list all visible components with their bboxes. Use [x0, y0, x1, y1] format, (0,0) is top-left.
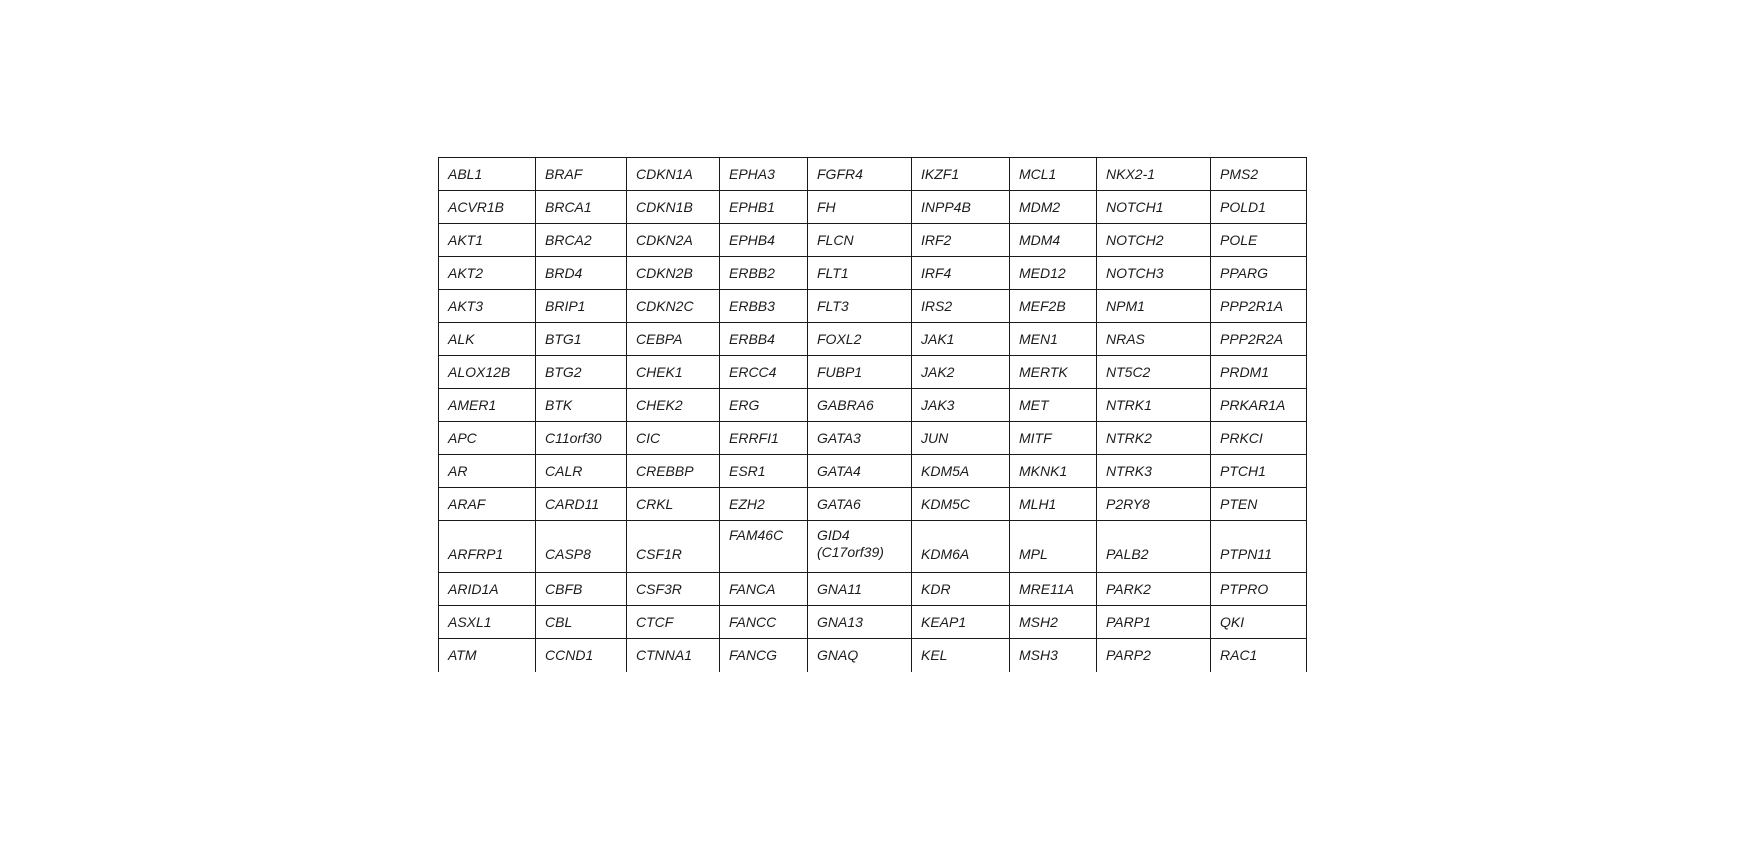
gene-cell: CDKN2C — [627, 290, 720, 323]
gene-cell: ERG — [720, 389, 808, 422]
table-row — [439, 356, 1307, 389]
gene-cell: RAC1 — [1211, 639, 1307, 672]
gene-cell: PTCH1 — [1211, 455, 1307, 488]
table-row — [439, 455, 1307, 488]
gene-cell-line: GID4 — [817, 527, 850, 543]
gene-cell: JAK2 — [912, 356, 1010, 389]
gene-cell: GNA11 — [808, 573, 912, 606]
gene-cell: MERTK — [1010, 356, 1097, 389]
gene-cell: EPHB1 — [720, 191, 808, 224]
gene-cell: PARK2 — [1097, 573, 1211, 606]
gene-cell: NRAS — [1097, 323, 1211, 356]
gene-cell: NKX2-1 — [1097, 158, 1211, 191]
gene-cell: BRCA2 — [536, 224, 627, 257]
gene-cell: NOTCH1 — [1097, 191, 1211, 224]
gene-cell: CSF3R — [627, 573, 720, 606]
gene-cell: MSH3 — [1010, 639, 1097, 672]
gene-cell: NOTCH2 — [1097, 224, 1211, 257]
table-row — [439, 606, 1307, 639]
gene-cell: NTRK1 — [1097, 389, 1211, 422]
gene-cell: CDKN1B — [627, 191, 720, 224]
gene-cell: CREBBP — [627, 455, 720, 488]
gene-cell: ATM — [439, 639, 536, 672]
gene-cell: ASXL1 — [439, 606, 536, 639]
gene-cell: INPP4B — [912, 191, 1010, 224]
table-row — [439, 639, 1307, 672]
gene-cell: AMER1 — [439, 389, 536, 422]
gene-cell: NTRK2 — [1097, 422, 1211, 455]
gene-cell: KDM5A — [912, 455, 1010, 488]
gene-cell: IRF2 — [912, 224, 1010, 257]
gene-cell: NT5C2 — [1097, 356, 1211, 389]
gene-cell: GATA3 — [808, 422, 912, 455]
gene-cell: MDM4 — [1010, 224, 1097, 257]
gene-cell: MRE11A — [1010, 573, 1097, 606]
gene-cell: PRDM1 — [1211, 356, 1307, 389]
gene-cell: CSF1R — [627, 521, 720, 573]
gene-cell: CEBPA — [627, 323, 720, 356]
gene-cell: MKNK1 — [1010, 455, 1097, 488]
gene-cell: AKT2 — [439, 257, 536, 290]
gene-cell: MSH2 — [1010, 606, 1097, 639]
table-row — [439, 257, 1307, 290]
gene-cell: PRKCI — [1211, 422, 1307, 455]
gene-cell: FANCC — [720, 606, 808, 639]
gene-cell: MEN1 — [1010, 323, 1097, 356]
gene-cell: FGFR4 — [808, 158, 912, 191]
gene-cell: BTG1 — [536, 323, 627, 356]
gene-cell: ARID1A — [439, 573, 536, 606]
gene-cell: CDKN2B — [627, 257, 720, 290]
gene-cell: MEF2B — [1010, 290, 1097, 323]
gene-cell: MCL1 — [1010, 158, 1097, 191]
gene-cell: FANCA — [720, 573, 808, 606]
gene-cell: CASP8 — [536, 521, 627, 573]
gene-cell: C11orf30 — [536, 422, 627, 455]
gene-cell: FAM46C — [720, 521, 808, 573]
gene-table-body — [439, 158, 1307, 672]
gene-cell: PARP1 — [1097, 606, 1211, 639]
gene-cell: CDKN1A — [627, 158, 720, 191]
gene-cell: FLCN — [808, 224, 912, 257]
gene-cell: EPHA3 — [720, 158, 808, 191]
gene-cell: KDM6A — [912, 521, 1010, 573]
table-row — [439, 488, 1307, 521]
gene-cell: QKI — [1211, 606, 1307, 639]
gene-cell: PPP2R2A — [1211, 323, 1307, 356]
gene-cell: ABL1 — [439, 158, 536, 191]
gene-cell: FUBP1 — [808, 356, 912, 389]
gene-cell: JAK1 — [912, 323, 1010, 356]
gene-cell: CDKN2A — [627, 224, 720, 257]
gene-cell: CIC — [627, 422, 720, 455]
gene-cell: JAK3 — [912, 389, 1010, 422]
gene-cell: POLE — [1211, 224, 1307, 257]
gene-cell: CBL — [536, 606, 627, 639]
gene-cell: CHEK2 — [627, 389, 720, 422]
gene-cell: PALB2 — [1097, 521, 1211, 573]
gene-cell: P2RY8 — [1097, 488, 1211, 521]
gene-cell: BRAF — [536, 158, 627, 191]
gene-cell: GATA6 — [808, 488, 912, 521]
gene-cell: PPARG — [1211, 257, 1307, 290]
gene-cell: FH — [808, 191, 912, 224]
gene-cell: AKT3 — [439, 290, 536, 323]
gene-cell: BTK — [536, 389, 627, 422]
table-row — [439, 290, 1307, 323]
gene-cell: PTPN11 — [1211, 521, 1307, 573]
gene-cell: BTG2 — [536, 356, 627, 389]
gene-cell: FOXL2 — [808, 323, 912, 356]
gene-cell: MITF — [1010, 422, 1097, 455]
gene-cell: MPL — [1010, 521, 1097, 573]
gene-cell: POLD1 — [1211, 191, 1307, 224]
gene-cell: CHEK1 — [627, 356, 720, 389]
gene-cell: MDM2 — [1010, 191, 1097, 224]
gene-cell: PTEN — [1211, 488, 1307, 521]
gene-cell: KEL — [912, 639, 1010, 672]
gene-cell: PMS2 — [1211, 158, 1307, 191]
gene-cell: GABRA6 — [808, 389, 912, 422]
gene-cell: CARD11 — [536, 488, 627, 521]
gene-cell: CRKL — [627, 488, 720, 521]
gene-cell: NPM1 — [1097, 290, 1211, 323]
gene-cell: ERBB4 — [720, 323, 808, 356]
gene-cell: ERBB3 — [720, 290, 808, 323]
gene-cell: PARP2 — [1097, 639, 1211, 672]
table-row — [439, 224, 1307, 257]
gene-cell: ERBB2 — [720, 257, 808, 290]
gene-cell: CTCF — [627, 606, 720, 639]
gene-cell: FLT1 — [808, 257, 912, 290]
table-row — [439, 422, 1307, 455]
gene-cell: ACVR1B — [439, 191, 536, 224]
gene-cell: GNAQ — [808, 639, 912, 672]
gene-cell: BRD4 — [536, 257, 627, 290]
gene-cell: IRS2 — [912, 290, 1010, 323]
gene-cell: CTNNA1 — [627, 639, 720, 672]
gene-cell: IRF4 — [912, 257, 1010, 290]
gene-cell: CALR — [536, 455, 627, 488]
gene-cell: ESR1 — [720, 455, 808, 488]
gene-cell: IKZF1 — [912, 158, 1010, 191]
table-row — [439, 573, 1307, 606]
gene-table-container — [438, 157, 1306, 672]
table-row — [439, 323, 1307, 356]
gene-cell: KDR — [912, 573, 1010, 606]
gene-cell: PRKAR1A — [1211, 389, 1307, 422]
gene-cell: APC — [439, 422, 536, 455]
table-row — [439, 191, 1307, 224]
gene-cell — [808, 521, 912, 573]
gene-cell: BRCA1 — [536, 191, 627, 224]
gene-cell: MED12 — [1010, 257, 1097, 290]
gene-cell: KEAP1 — [912, 606, 1010, 639]
gene-cell: EPHB4 — [720, 224, 808, 257]
gene-cell: AKT1 — [439, 224, 536, 257]
gene-cell: GATA4 — [808, 455, 912, 488]
gene-cell: NOTCH3 — [1097, 257, 1211, 290]
gene-cell: PTPRO — [1211, 573, 1307, 606]
gene-cell: EZH2 — [720, 488, 808, 521]
gene-cell: MET — [1010, 389, 1097, 422]
gene-cell: CCND1 — [536, 639, 627, 672]
table-row — [439, 158, 1307, 191]
gene-cell: PPP2R1A — [1211, 290, 1307, 323]
gene-cell: KDM5C — [912, 488, 1010, 521]
gene-cell: ARAF — [439, 488, 536, 521]
table-row — [439, 389, 1307, 422]
gene-cell: ALK — [439, 323, 536, 356]
gene-cell-line: (C17orf39) — [817, 544, 884, 560]
table-row — [439, 521, 1307, 573]
gene-cell: AR — [439, 455, 536, 488]
gene-cell: MLH1 — [1010, 488, 1097, 521]
gene-cell: BRIP1 — [536, 290, 627, 323]
gene-cell: CBFB — [536, 573, 627, 606]
gene-cell: JUN — [912, 422, 1010, 455]
gene-cell: ERCC4 — [720, 356, 808, 389]
gene-cell: ARFRP1 — [439, 521, 536, 573]
gene-cell: ERRFI1 — [720, 422, 808, 455]
gene-cell: FLT3 — [808, 290, 912, 323]
gene-cell: FANCG — [720, 639, 808, 672]
gene-table — [438, 157, 1307, 672]
gene-cell: ALOX12B — [439, 356, 536, 389]
gene-cell: NTRK3 — [1097, 455, 1211, 488]
gene-cell: GNA13 — [808, 606, 912, 639]
